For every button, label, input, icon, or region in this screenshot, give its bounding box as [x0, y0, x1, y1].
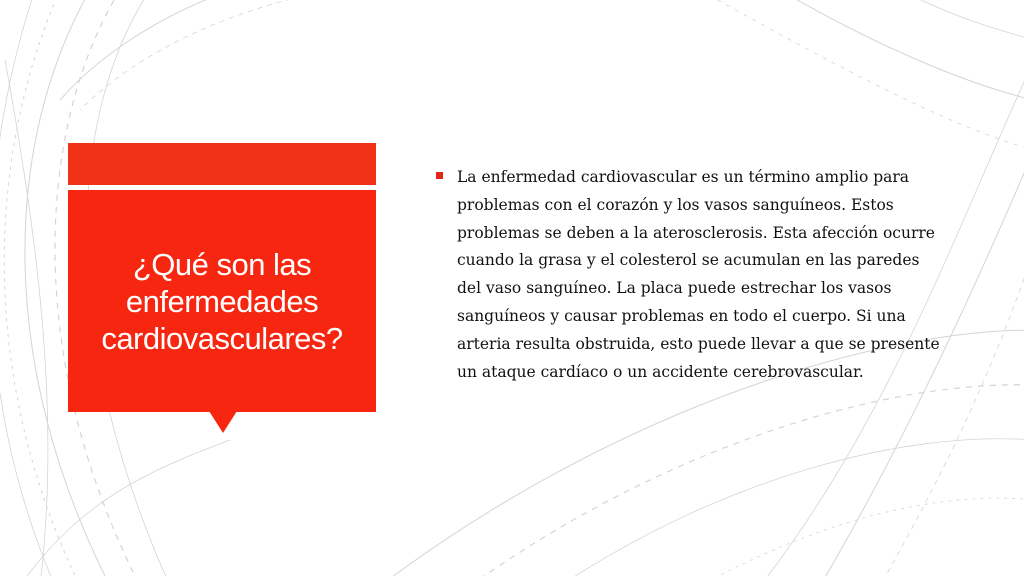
slide-title: ¿Qué son las enfermedades cardiovasculares?: [101, 246, 343, 356]
title-box: [68, 190, 376, 412]
title-box-pointer: [209, 411, 237, 433]
square-bullet-icon: [436, 172, 443, 179]
bullet-text: La enfermedad cardiovascular es un término amplio para problemas con el corazón y los vasos sanguíneos. Estos problemas se deben a la aterosclerosis. Esta afección ocurre cuando la grasa y el colesterol se acumulan en las paredes del vaso sanguíneo. La placa puede estrechar los vasos sanguíneos y causar problemas en todo el cuerpo. Si una arteria resulta obstruida, esto puede llevar a que se presente un ataque cardíaco o un accidente cerebrovascular.: [457, 168, 940, 381]
bullet-item: [436, 164, 956, 386]
title-accent-bar: [68, 143, 376, 185]
content-body: [436, 164, 956, 386]
